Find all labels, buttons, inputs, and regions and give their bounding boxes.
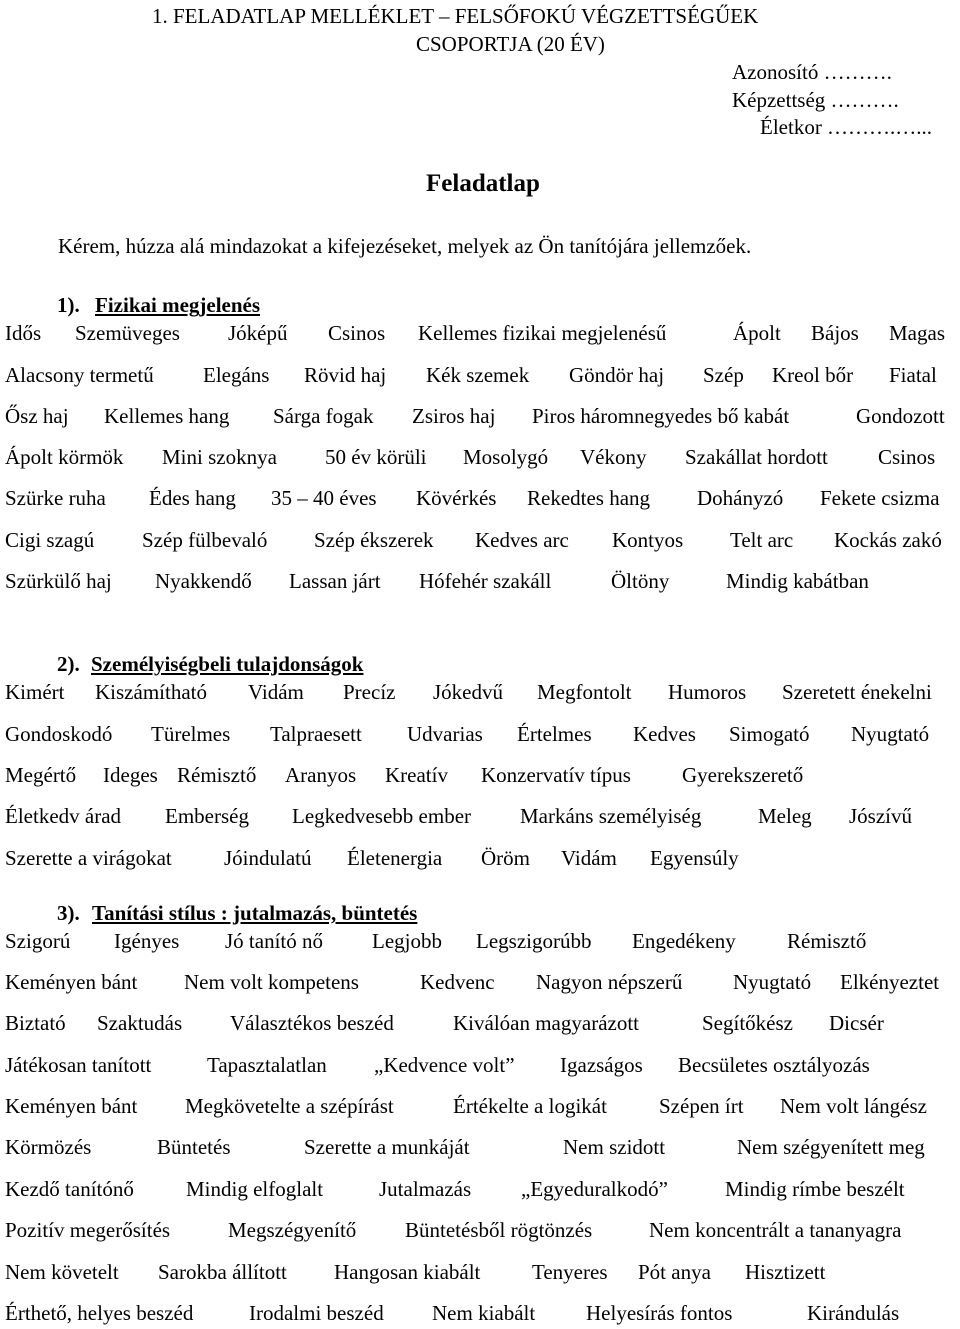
word: Nem koncentrált a tananyagra	[649, 1218, 902, 1242]
word: Kreatív	[385, 763, 448, 787]
word: Mindig elfoglalt	[186, 1177, 324, 1201]
word: Szerette a munkáját	[304, 1135, 470, 1159]
word: Segítőkész	[702, 1011, 793, 1035]
word: Kontyos	[612, 528, 684, 552]
word: Szürke ruha	[5, 486, 106, 510]
word: Nem volt lángész	[780, 1094, 927, 1118]
word: Egyensúly	[650, 846, 739, 870]
word: Öröm	[481, 846, 530, 870]
word: Megfontolt	[537, 680, 632, 704]
word: Megértő	[5, 763, 77, 787]
eletkor-field: Életkor ……….…...	[760, 115, 933, 139]
word: Nyakkendő	[155, 569, 252, 593]
section-3-row	[0, 1091, 960, 1121]
word: Elegáns	[203, 363, 270, 387]
word: Csinos	[328, 321, 386, 345]
word: Játékosan tanított	[5, 1053, 152, 1077]
word: Keményen bánt	[5, 1094, 138, 1118]
word: Szerette a virágokat	[5, 846, 172, 870]
word: Jószívű	[849, 804, 912, 828]
word: Engedékeny	[632, 929, 736, 953]
section-3-row	[0, 1132, 960, 1162]
word: Szép	[703, 363, 744, 387]
section-2-row	[0, 760, 960, 790]
word: Gondoskodó	[5, 722, 113, 746]
section-1-number: 1).	[57, 293, 80, 317]
word: Értelmes	[517, 722, 592, 746]
word: Rémisztő	[787, 929, 867, 953]
word: Vidám	[561, 846, 617, 870]
azonosito-field: Azonosító ……….	[732, 60, 892, 84]
section-2-row	[0, 719, 960, 749]
word: Legszigorúbb	[476, 929, 592, 953]
word: Rövid haj	[304, 363, 387, 387]
word: Választékos beszéd	[230, 1011, 394, 1035]
section-1-row	[0, 442, 960, 472]
word: Keményen bánt	[5, 970, 138, 994]
word: Simogató	[729, 722, 810, 746]
section-2-row	[0, 801, 960, 831]
word: Konzervatív típus	[481, 763, 631, 787]
word: Magas	[889, 321, 945, 345]
word: Hisztizett	[745, 1260, 826, 1284]
word: Kirándulás	[807, 1301, 900, 1325]
kepzettseg-field: Képzettség ……….	[732, 88, 899, 112]
word: Kövérkés	[416, 486, 497, 510]
word: Emberség	[165, 804, 249, 828]
word: Kiválóan magyarázott	[453, 1011, 640, 1035]
word: Türelmes	[151, 722, 231, 746]
word: Dohányzó	[697, 486, 784, 510]
section-3-row	[0, 1215, 960, 1245]
word: Körmözés	[5, 1135, 92, 1159]
section-1-row	[0, 483, 960, 513]
section-2-row	[0, 677, 960, 707]
word: Értékelte a logikát	[453, 1094, 607, 1118]
word: Biztató	[5, 1011, 66, 1035]
section-3-number: 3).	[57, 901, 80, 925]
word: Ősz haj	[5, 404, 69, 428]
section-1-row	[0, 566, 960, 596]
word: Nem szidott	[563, 1135, 666, 1159]
word: „Kedvence volt”	[374, 1053, 515, 1077]
word: Rémisztő	[177, 763, 257, 787]
word: Kedves arc	[475, 528, 569, 552]
word: Jókedvű	[433, 680, 503, 704]
word: 35 – 40 éves	[271, 486, 377, 510]
word: Becsületes osztályozás	[678, 1053, 870, 1077]
word: Büntetés	[157, 1135, 231, 1159]
word: Nem követelt	[5, 1260, 119, 1284]
word: Szakállat hordott	[685, 445, 828, 469]
word: Hangosan kiabált	[334, 1260, 481, 1284]
word: Göndör haj	[569, 363, 665, 387]
word: Humoros	[668, 680, 747, 704]
word: Vidám	[248, 680, 304, 704]
word: Cigi szagú	[5, 528, 95, 552]
word: Kimért	[5, 680, 65, 704]
word: Szigorú	[5, 929, 71, 953]
word: Fekete csizma	[820, 486, 940, 510]
word: Aranyos	[285, 763, 357, 787]
section-3-row	[0, 926, 960, 956]
word: Vékony	[580, 445, 647, 469]
word: Kellemes hang	[104, 404, 230, 428]
section-2-row	[0, 843, 960, 873]
word: Helyesírás fontos	[586, 1301, 733, 1325]
word: Szeretett énekelni	[782, 680, 932, 704]
word: Megkövetelte a szépírást	[185, 1094, 394, 1118]
word: Tapasztalatlan	[207, 1053, 327, 1077]
section-3-row	[0, 1050, 960, 1080]
word: Kezdő tanítónő	[5, 1177, 134, 1201]
word: Szépen írt	[659, 1094, 744, 1118]
word: Kedvenc	[420, 970, 495, 994]
word: Pozitív megerősítés	[5, 1218, 171, 1242]
word: Szép fülbevaló	[142, 528, 268, 552]
section-1-row	[0, 360, 960, 390]
word: Ápolt körmök	[5, 445, 124, 469]
word: Markáns személyiség	[520, 804, 702, 828]
word: Nyugtató	[851, 722, 930, 746]
page-title-line-1: 1. FELADATLAP MELLÉKLET – FELSŐFOKÚ VÉGZETTSÉGŰEK	[152, 4, 759, 28]
word: Öltöny	[611, 569, 670, 593]
section-3-row	[0, 1174, 960, 1204]
word: Zsiros haj	[412, 404, 496, 428]
section-1-row	[0, 525, 960, 555]
word: Csinos	[878, 445, 936, 469]
word: Igényes	[114, 929, 180, 953]
section-3-row	[0, 1298, 960, 1328]
word: Sarokba állított	[158, 1260, 287, 1284]
word: Sárga fogak	[273, 404, 374, 428]
word: Pót anya	[638, 1260, 711, 1284]
word: Jóképű	[228, 321, 288, 345]
word: „Egyeduralkodó”	[521, 1177, 668, 1201]
word: Mindig kabátban	[726, 569, 869, 593]
section-2-number: 2).	[57, 652, 80, 676]
section-1-row	[0, 401, 960, 431]
word: Precíz	[343, 680, 396, 704]
word: Irodalmi beszéd	[249, 1301, 384, 1325]
word: Életkedv árad	[5, 804, 122, 828]
word: Legjobb	[372, 929, 442, 953]
word: Fiatal	[889, 363, 937, 387]
word: Kiszámítható	[95, 680, 207, 704]
word: Szemüveges	[75, 321, 180, 345]
word: Szürkülő haj	[5, 569, 112, 593]
word: Jóindulatú	[224, 846, 312, 870]
word: Rekedtes hang	[527, 486, 651, 510]
word: Kockás zakó	[834, 528, 942, 552]
word: Alacsony termetű	[5, 363, 154, 387]
section-1-heading: Fizikai megjelenés	[95, 293, 261, 317]
word: Talpraesett	[270, 722, 362, 746]
word: Piros háromnegyedes bő kabát	[532, 404, 790, 428]
word: Telt arc	[730, 528, 794, 552]
word: Szaktudás	[97, 1011, 183, 1035]
instruction-text: Kérem, húzza alá mindazokat a kifejezéseket, melyek az Ön tanítójára jellemzőek.	[58, 234, 752, 258]
word: Jó tanító nő	[225, 929, 323, 953]
word: Hófehér szakáll	[419, 569, 552, 593]
word: Kék szemek	[426, 363, 530, 387]
word: Nyugtató	[733, 970, 812, 994]
word: Édes hang	[149, 486, 236, 510]
word: Elkényeztet	[840, 970, 940, 994]
word: Nagyon népszerű	[536, 970, 683, 994]
worksheet-title: Feladatlap	[426, 170, 540, 197]
word: 50 év körüli	[325, 445, 427, 469]
word: Szép ékszerek	[314, 528, 434, 552]
word: Megszégyenítő	[228, 1218, 357, 1242]
word: Életenergia	[347, 846, 443, 870]
word: Meleg	[758, 804, 812, 828]
word: Ideges	[103, 763, 158, 787]
word: Nem szégyenített meg	[737, 1135, 925, 1159]
section-3-row	[0, 1257, 960, 1287]
word: Tenyeres	[532, 1260, 608, 1284]
word: Gondozott	[856, 404, 945, 428]
word: Büntetésből rögtönzés	[405, 1218, 593, 1242]
word: Idős	[5, 321, 42, 345]
section-2-heading: Személyiségbeli tulajdonságok	[91, 652, 364, 676]
section-3-heading: Tanítási stílus : jutalmazás, büntetés	[92, 901, 418, 925]
word: Nem kiabált	[432, 1301, 536, 1325]
section-3-row	[0, 1008, 960, 1038]
word: Nem volt kompetens	[184, 970, 359, 994]
word: Kreol bőr	[772, 363, 854, 387]
word: Udvarias	[407, 722, 483, 746]
section-1-row	[0, 318, 960, 348]
word: Lassan járt	[289, 569, 381, 593]
word: Mosolygó	[463, 445, 549, 469]
word: Kedves	[633, 722, 696, 746]
word: Dicsér	[829, 1011, 884, 1035]
word: Igazságos	[560, 1053, 643, 1077]
word: Legkedvesebb ember	[292, 804, 472, 828]
word: Ápolt	[733, 321, 781, 345]
word: Kellemes fizikai megjelenésű	[418, 321, 667, 345]
word: Mini szoknya	[162, 445, 277, 469]
word: Mindig rímbe beszélt	[725, 1177, 905, 1201]
word: Érthető, helyes beszéd	[5, 1301, 194, 1325]
word: Gyerekszerető	[682, 763, 804, 787]
section-3-row	[0, 967, 960, 997]
word: Jutalmazás	[379, 1177, 472, 1201]
word: Bájos	[811, 321, 859, 345]
page-title-line-2: CSOPORTJA (20 ÉV)	[416, 32, 605, 56]
